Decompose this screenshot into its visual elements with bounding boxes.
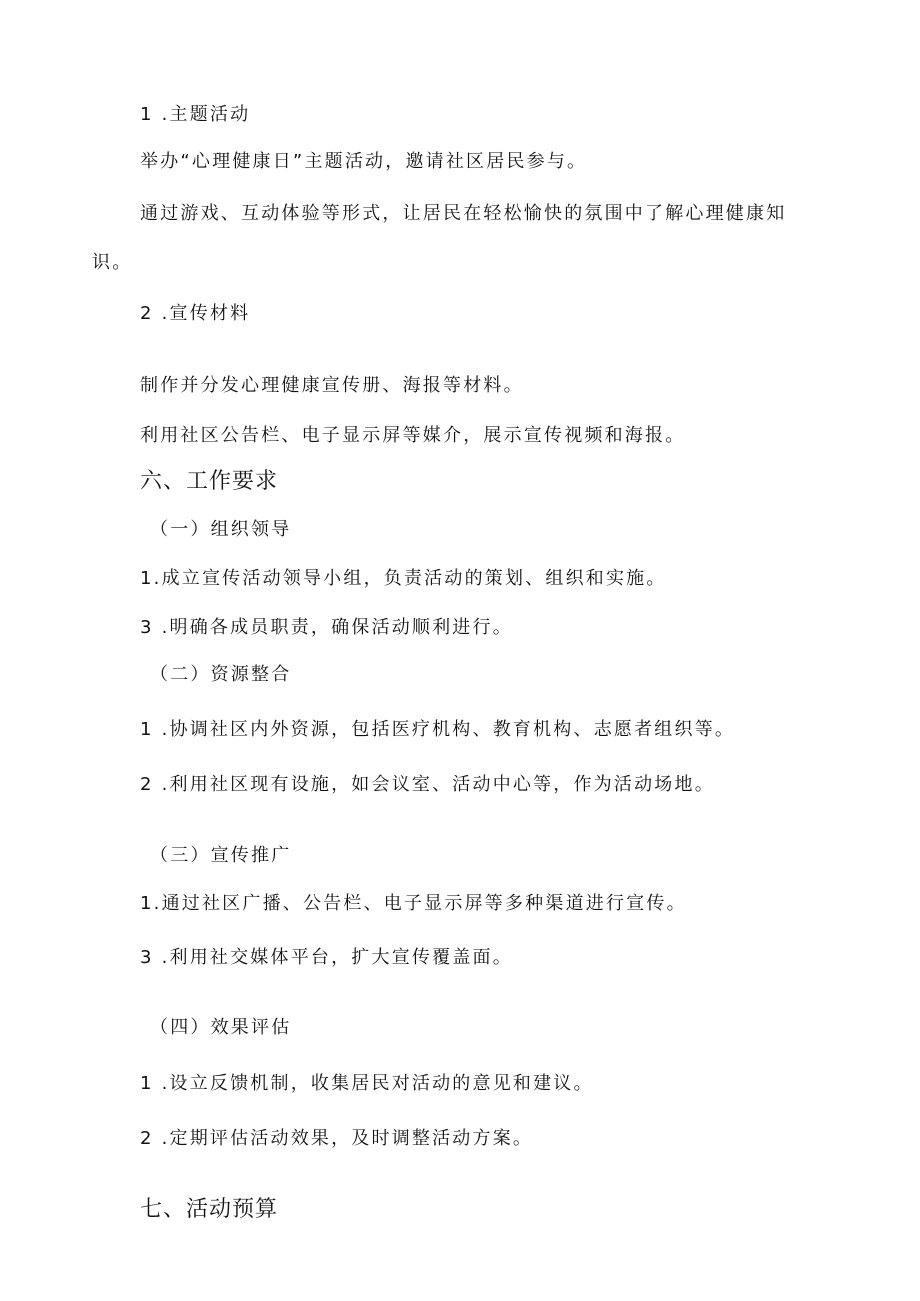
subsection-title: （一）组织领导 <box>150 519 292 540</box>
list-item: 1.通过社区广播、公告栏、电子显示屏等多种渠道进行宣传。 <box>140 893 687 914</box>
paragraph-continuation: 识。 <box>92 252 133 273</box>
list-item: 3 .利用社交媒体平台，扩大宣传覆盖面。 <box>140 947 513 968</box>
subsection-title: （三）宣传推广 <box>150 845 292 866</box>
subsection-title: （四）效果评估 <box>150 1017 292 1038</box>
item-title-theme-activity: 1 .主题活动 <box>140 104 251 125</box>
list-item: 2 .定期评估活动效果，及时调整活动方案。 <box>140 1128 534 1149</box>
paragraph: 利用社区公告栏、电子显示屏等媒介，展示宣传视频和海报。 <box>140 425 686 446</box>
list-item: 1 .协调社区内外资源，包括医疗机构、教育机构、志愿者组织等。 <box>140 719 736 740</box>
item-title-promo-materials: 2 .宣传材料 <box>140 303 251 324</box>
paragraph: 举办“心理健康日”主题活动，邀请社区居民参与。 <box>140 151 588 172</box>
list-item: 2 .利用社区现有设施，如会议室、活动中心等，作为活动场地。 <box>140 774 715 795</box>
list-item: 3 .明确各成员职责，确保活动顺利进行。 <box>140 617 513 638</box>
paragraph: 通过游戏、互动体验等形式，让居民在轻松愉快的氛围中了解心理健康知 <box>140 203 787 224</box>
paragraph: 制作并分发心理健康宣传册、海报等材料。 <box>140 375 524 396</box>
section-heading-activity-budget: 七、活动预算 <box>140 1197 279 1222</box>
list-item: 1 .设立反馈机制，收集居民对活动的意见和建议。 <box>140 1073 594 1094</box>
section-heading-work-requirements: 六、工作要求 <box>140 469 279 494</box>
subsection-title: （二）资源整合 <box>150 664 292 685</box>
list-item: 1.成立宣传活动领导小组，负责活动的策划、组织和实施。 <box>140 568 667 589</box>
